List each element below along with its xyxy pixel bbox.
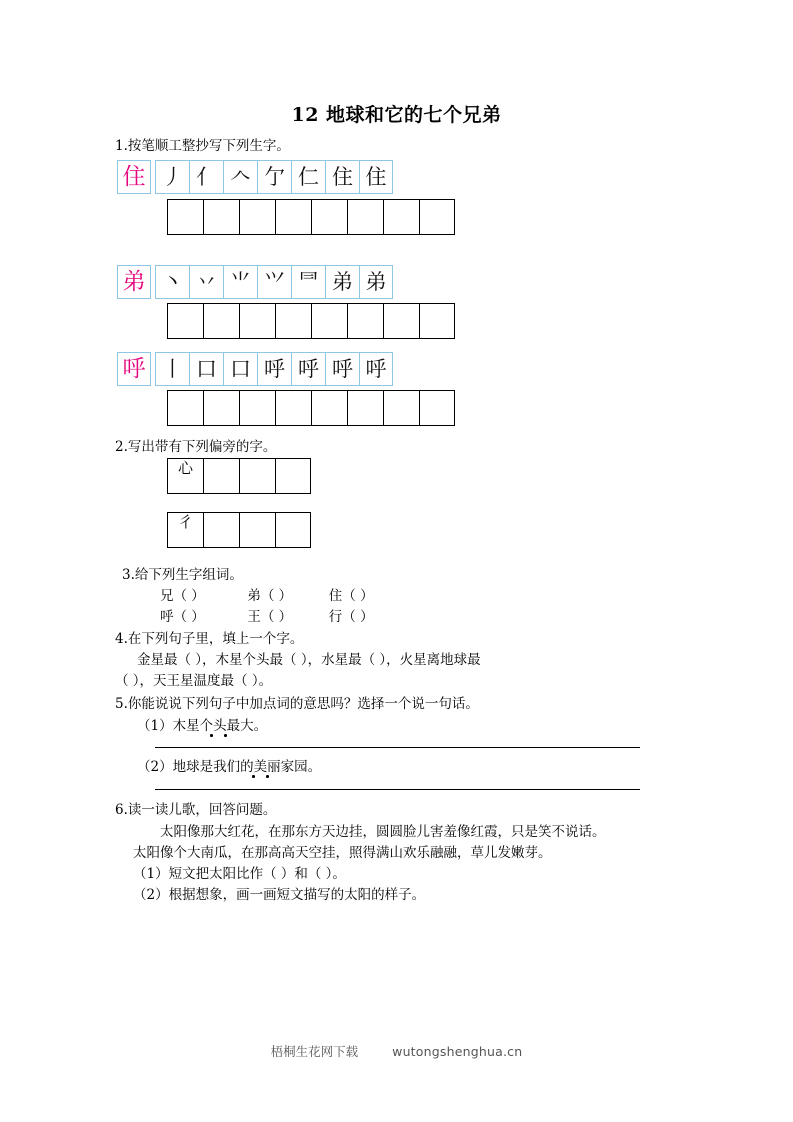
q3-item[interactable]: 弟（ ） [247,588,293,604]
radical-answer-cell[interactable] [275,458,311,494]
practice-cell[interactable] [239,390,275,426]
model-char-cell-2: 弟 [117,265,151,299]
q5-item-1-text: 木星个头最大。 [172,718,268,734]
stroke-cell: 呼 [291,352,325,386]
q3-item[interactable]: 行（ ） [328,609,374,625]
question-3-prompt: 3.给下列生字组词。 [122,567,243,583]
question-6-poem-line-1: 太阳像那大红花，在那东方天边挂，圆圆脸儿害羞像红霞，只是笑不说话。 [160,824,606,840]
practice-cell[interactable] [167,303,203,339]
q5-item-2-text: 地球是我们的美丽家园。 [172,759,322,775]
question-3-row-2 [160,607,374,628]
practice-cell[interactable] [311,199,347,235]
practice-cell[interactable] [419,390,455,426]
practice-cell[interactable] [383,390,419,426]
stroke-cells-2 [155,265,393,299]
model-char-cell-3: 呼 [117,352,151,386]
practice-row-3[interactable] [167,390,455,426]
stroke-cell: 丿 [155,160,189,194]
q5-item-1-label: （1） [137,718,173,734]
practice-cell[interactable] [311,303,347,339]
answer-line-2[interactable] [155,789,640,790]
practice-cell[interactable] [347,303,383,339]
radical-row-1[interactable] [167,458,311,494]
stroke-row-3 [117,352,393,386]
question-6-prompt: 6.读一读儿歌，回答问题。 [115,802,277,818]
practice-cell[interactable] [275,303,311,339]
radical-answer-cell[interactable] [239,458,275,494]
question-5-prompt: 5.你能说说下列句子中加点词的意思吗？选择一个说一句话。 [115,696,479,712]
stroke-cell: 丶 [155,265,189,299]
stroke-cell: 呼 [257,352,291,386]
practice-cell[interactable] [275,390,311,426]
stroke-cell: ⺜ [291,265,325,299]
question-4-line-1[interactable]: 金星最（ ），木星个头最（ ），水星最（ ），火星离地球最 [137,652,481,668]
question-6-sub-2[interactable]: （2）根据想象，画一画短文描写的太阳的样子。 [133,887,426,903]
footer-site: wutongshenghua.cn [392,1044,523,1059]
stroke-cell: 仁 [291,160,325,194]
footer-label: 梧桐生花网下载 [270,1044,359,1059]
practice-cell[interactable] [347,390,383,426]
practice-cell[interactable] [383,303,419,339]
stroke-cell: ⺌ [223,265,257,299]
q3-item[interactable]: 住（ ） [328,588,374,604]
practice-cell[interactable] [347,199,383,235]
radical-row-2[interactable] [167,512,311,548]
question-4-line-2[interactable]: （ ），天王星温度最（ ）。 [115,673,273,689]
stroke-cell: 住 [359,160,393,194]
practice-row-1[interactable] [167,199,455,235]
stroke-cells-3 [155,352,393,386]
answer-line-1[interactable] [155,747,640,748]
emphasis-dot [266,775,269,778]
question-6-poem-line-2: 太阳像个大南瓜，在那高高天空挂，照得满山欢乐融融，草儿发嫩芽。 [133,845,552,861]
question-2-prompt: 2.写出带有下列偏旁的字。 [115,439,277,455]
practice-cell[interactable] [383,199,419,235]
stroke-cells-1 [155,160,393,194]
emphasis-dot [224,734,227,737]
question-6-sub-1[interactable]: （1）短文把太阳比作（ ）和（ ）。 [133,866,346,882]
question-1-prompt: 1.按笔顺工整抄写下列生字。 [115,138,290,154]
stroke-cell: 亇 [257,160,291,194]
q5-item-2-label: （2） [137,759,173,775]
practice-cell[interactable] [419,199,455,235]
q3-item[interactable]: 王（ ） [247,609,293,625]
model-char-cell-1: 住 [117,160,151,194]
question-4-prompt: 4.在下列句子里，填上一个字。 [115,631,304,647]
stroke-cell: 住 [325,160,359,194]
practice-cell[interactable] [311,390,347,426]
radical-answer-cell[interactable] [275,512,311,548]
radical-answer-cell[interactable] [239,512,275,548]
practice-cell[interactable] [203,303,239,339]
question-5-item-1 [137,716,267,737]
practice-row-2[interactable] [167,303,455,339]
q3-item[interactable]: 兄（ ） [160,588,205,604]
practice-cell[interactable] [203,390,239,426]
practice-cell[interactable] [167,390,203,426]
footer [0,1042,793,1060]
radical-label-cell: 心 [167,458,203,494]
stroke-cell: 弟 [325,265,359,299]
radical-answer-cell[interactable] [203,458,239,494]
stroke-cell: 亻 [189,160,223,194]
stroke-cell: 丷 [189,265,223,299]
stroke-row-2 [117,265,393,299]
radical-answer-cell[interactable] [203,512,239,548]
stroke-cell: 口 [189,352,223,386]
practice-cell[interactable] [167,199,203,235]
practice-cell[interactable] [419,303,455,339]
page-title: 12 地球和它的七个兄弟 [291,104,502,126]
stroke-cell: 𠆢 [223,160,257,194]
practice-cell[interactable] [239,303,275,339]
stroke-row-1 [117,160,393,194]
practice-cell[interactable] [275,199,311,235]
stroke-cell: 呼 [359,352,393,386]
practice-cell[interactable] [203,199,239,235]
question-5-item-2 [137,757,321,778]
stroke-cell: 呼 [325,352,359,386]
q3-item[interactable]: 呼（ ） [160,609,205,625]
emphasis-dot [210,734,213,737]
stroke-cell: 弟 [359,265,393,299]
stroke-cell: ⺍ [257,265,291,299]
question-3-row-1 [160,586,374,607]
radical-label-cell: 彳 [167,512,203,548]
practice-cell[interactable] [239,199,275,235]
emphasis-dot [252,775,255,778]
stroke-cell: 丨 [155,352,189,386]
stroke-cell: 口 [223,352,257,386]
